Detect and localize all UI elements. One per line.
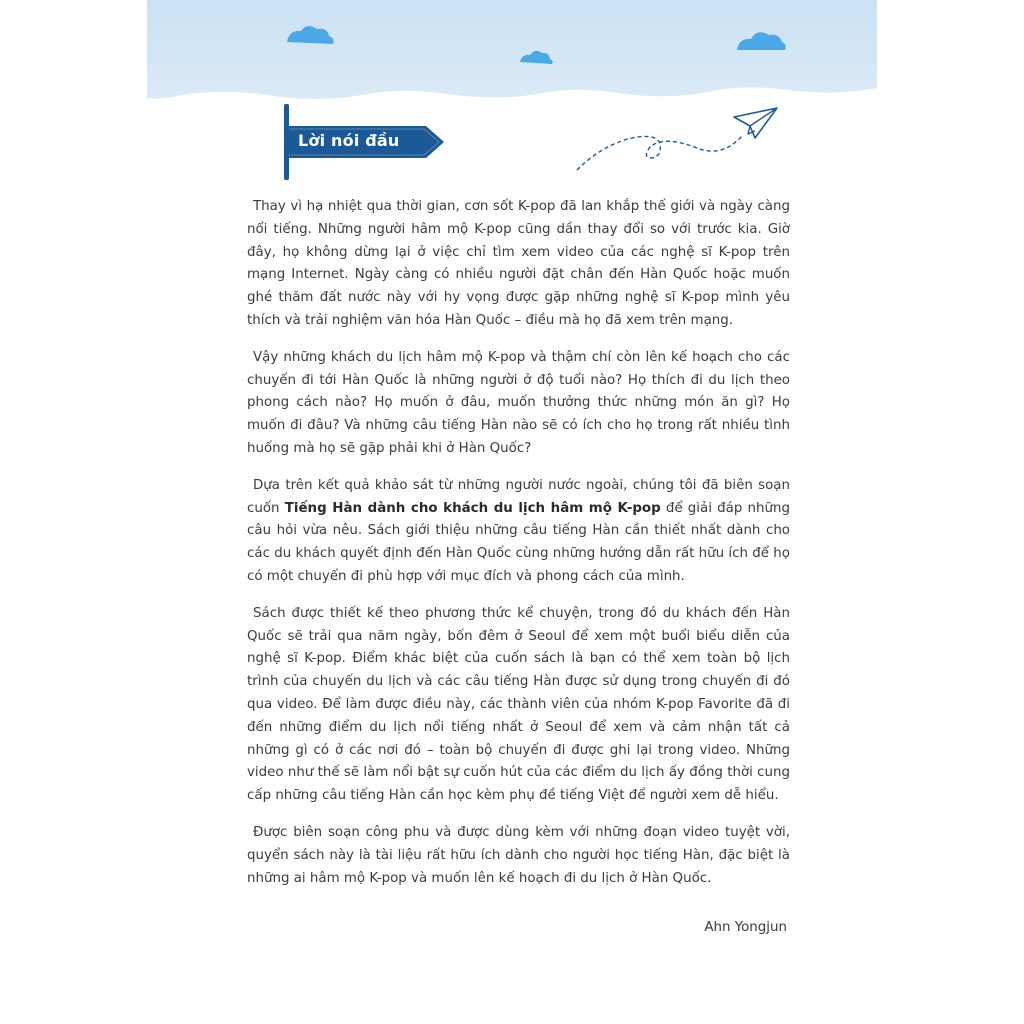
paragraph-text: để giải đáp những câu hỏi vừa nêu. Sách giới thiệu những câu tiếng Hàn cần thiết nhất dành cho các du khách quyết định đến Hàn Quốc cùng những hướng dẫn rất hữu ích để họ có một chuyến đi phù hợp với mục đích và phong cách của mình. [247,500,790,584]
paragraph-text: Thay vì hạ nhiệt qua thời gian, cơn sốt K-pop đã lan khắp thế giới và ngày càng nổi tiếng. Những người hâm mộ K-pop cũng dần thay đổi so với trước kia. Giờ đây, họ không dừng lại ở việc chỉ tìm xem video của các nghệ sĩ K-pop trên mạng Internet. Ngày càng có nhiều người đặt chân đến Hàn Quốc hoặc muốn ghé thăm đất nước này với hy vọng được gặp những nghệ sĩ K-pop mình yêu thích và trải nghiệm văn hóa Hàn Quốc – điều mà họ đã xem trên mạng. [247,199,790,328]
paragraph [247,347,790,461]
paragraph [247,475,790,589]
paragraph [247,196,790,333]
paragraph-text: Sách được thiết kế theo phương thức kể chuyện, trong đó du khách đến Hàn Quốc sẽ trải qua năm ngày, bốn đêm ở Seoul để xem một buổi biểu diễn của nghệ sĩ K-pop. Điểm khác biệt của cuốn sách là bạn có thể xem toàn bộ lịch trình của chuyến du lịch và các câu tiếng Hàn được sử dụng trong chuyến đi đó qua video. Để làm được điều này, các thành viên của nhóm K-pop Favorite đã đi đến những điểm du lịch nổi tiếng nhất ở Seoul để xem và cảm nhận tất cả những gì có ở các nơi đó – toàn bộ chuyến đi được ghi lại trong video. Những video như thế sẽ làm nổi bật sự cuốn hút của các điểm du lịch ấy đồng thời cung cấp những câu tiếng Hàn cần học kèm phụ đề tiếng Việt để người xem dễ hiểu. [247,605,790,804]
paragraph [247,603,790,808]
paragraph-text: Dựa trên kết quả khảo sát từ những người nước ngoài, chúng tôi đã biên soạn cuốn [247,477,790,516]
author-signature: Ahn Yongjun [704,920,787,935]
document-page [147,0,877,1024]
section-flag [284,104,444,180]
page-title: Lời nói đầu [298,131,400,150]
preface-body [247,196,790,904]
paragraph-text: Được biên soạn công phu và được dùng kèm với những đoạn video tuyệt vời, quyển sách này là tài liệu rất hữu ích dành cho người học tiếng Hàn, đặc biệt là những ai hâm mộ K-pop và muốn lên kế hoạch đi du lịch ở Hàn Quốc. [247,824,790,886]
paragraph-text: Vậy những khách du lịch hâm mộ K-pop và thậm chí còn lên kế hoạch cho các chuyến đi tới Hàn Quốc là những người ở độ tuổi nào? Họ thích đi du lịch theo phong cách nào? Họ muốn ở đâu, muốn thưởng thức những món ăn gì? Họ muốn đi đâu? Và những câu tiếng Hàn nào sẽ có ích cho họ trong rất nhiều tình huống mà họ sẽ gặp phải khi ở Hàn Quốc? [247,349,790,456]
paper-plane-icon [572,100,782,175]
paragraph [247,822,790,890]
book-title: Tiếng Hàn dành cho khách du lịch hâm mộ K-pop [284,500,661,516]
